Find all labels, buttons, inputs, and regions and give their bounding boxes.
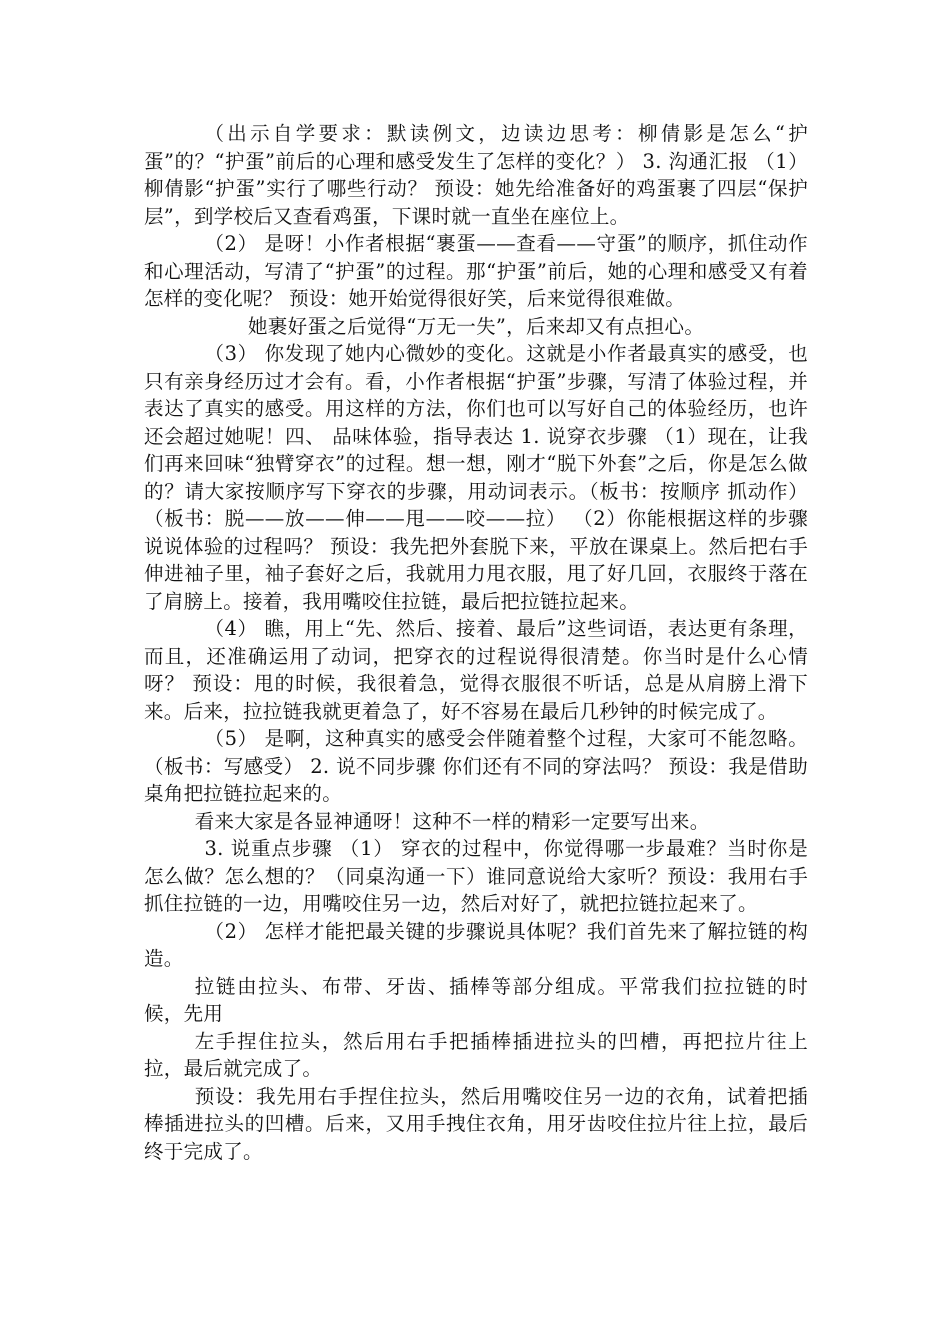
paragraph-feeling: 她裹好蛋之后觉得“万无一失”，后来却又有点担心。 bbox=[248, 314, 705, 338]
paragraph-step-2: （2） 是呀！小作者根据“裹蛋——查看——守蛋”的顺序，抓住动作和心理活动，写清了“护蛋”的过程。那“护蛋”前后，她的心理和感受又有着怎样的变化呢？ 预设：她开始觉得很好笑，后来觉得很难做。 bbox=[144, 232, 808, 310]
document-body bbox=[144, 120, 808, 1165]
paragraph-step-5: （5） 是啊，这种真实的感受会伴随着整个过程，大家可不能忽略。（板书：写感受） 2. 说不同步骤 你们还有不同的穿法吗？ 预设：我是借助桌角把拉链拉起来的。 bbox=[144, 727, 808, 805]
paragraph-variety: 看来大家是各显神通呀！这种不一样的精彩一定要写出来。 bbox=[194, 809, 710, 833]
paragraph-step-3: （3） 你发现了她内心微妙的变化。这就是小作者最真实的感受，也只有亲身经历过才会有。看，小作者根据“护蛋”步骤，写清了体验过程，并表达了真实的感受。用这样的方法，你们也可以写好自己的体验经历，也许还会超过她呢！四、 品味体验，指导表达 1. 说穿衣步骤 （1）现在，让我们再来回味“独臂穿衣”的过程。想一想，刚才“脱下外套”之后，你是怎么做的？请大家按顺序写下穿衣的步骤，用动词表示。（板书：按顺序 抓动作） （板书：脱——放——伸——甩——咬——拉） （2）你能根据这样的步骤说说体验的过程吗？ 预设：我先把外套脱下来，平放在课桌上。然后把右手伸进袖子里，袖子套好之后，我就用力甩衣服，甩了好几回，衣服终于落在了肩膀上。接着，我用嘴咬住拉链，最后把拉链拉起来。 bbox=[144, 342, 808, 613]
paragraph-self-study: （出示自学要求：默读例文，边读边思考：柳倩影是怎么“护蛋”的？“护蛋”前后的心理和感受发生了怎样的变化？） 3. 沟通汇报 （1） 柳倩影“护蛋”实行了哪些行动？ 预设：她先给准备好的鸡蛋裹了四层“保护层”，到学校后又查看鸡蛋，下课时就一直坐在座位上。 bbox=[144, 122, 808, 228]
paragraph-key-steps: 3. 说重点步骤 （1） 穿衣的过程中，你觉得哪一步最难？当时你是怎么做？怎么想的？（同桌沟通一下）谁同意说给大家听？预设：我用右手抓住拉链的一边，用嘴咬住另一边，然后对好了，就把拉链拉起来了。 bbox=[144, 837, 808, 915]
paragraph-preset-answer: 预设：我先用右手捏住拉头，然后用嘴咬住另一边的衣角，试着把插棒插进拉头的凹槽。后来，又用手拽住衣角，用牙齿咬住拉片往上拉，最后终于完成了。 bbox=[144, 1084, 808, 1163]
paragraph-zipper-intro: （2） 怎样才能把最关键的步骤说具体呢？我们首先来了解拉链的构造。 bbox=[144, 919, 808, 970]
paragraph-zipper-method: 左手捏住拉头，然后用右手把插棒插进拉头的凹槽，再把拉片往上拉，最后就完成了。 bbox=[144, 1029, 808, 1080]
paragraph-zipper-structure: 拉链由拉头、布带、牙齿、插棒等部分组成。平常我们拉拉链的时候，先用 bbox=[144, 974, 808, 1025]
paragraph-step-4: （4） 瞧，用上“先、然后、接着、最后”这些词语，表达更有条理，而且，还准确运用了动词，把穿衣的过程说得很清楚。你当时是什么心情呀？ 预设：甩的时候，我很着急，觉得衣服很不听话，总是从肩膀上滑下来。后来，拉拉链我就更着急了，好不容易在最后几秒钟的时候完成了。 bbox=[144, 617, 808, 723]
